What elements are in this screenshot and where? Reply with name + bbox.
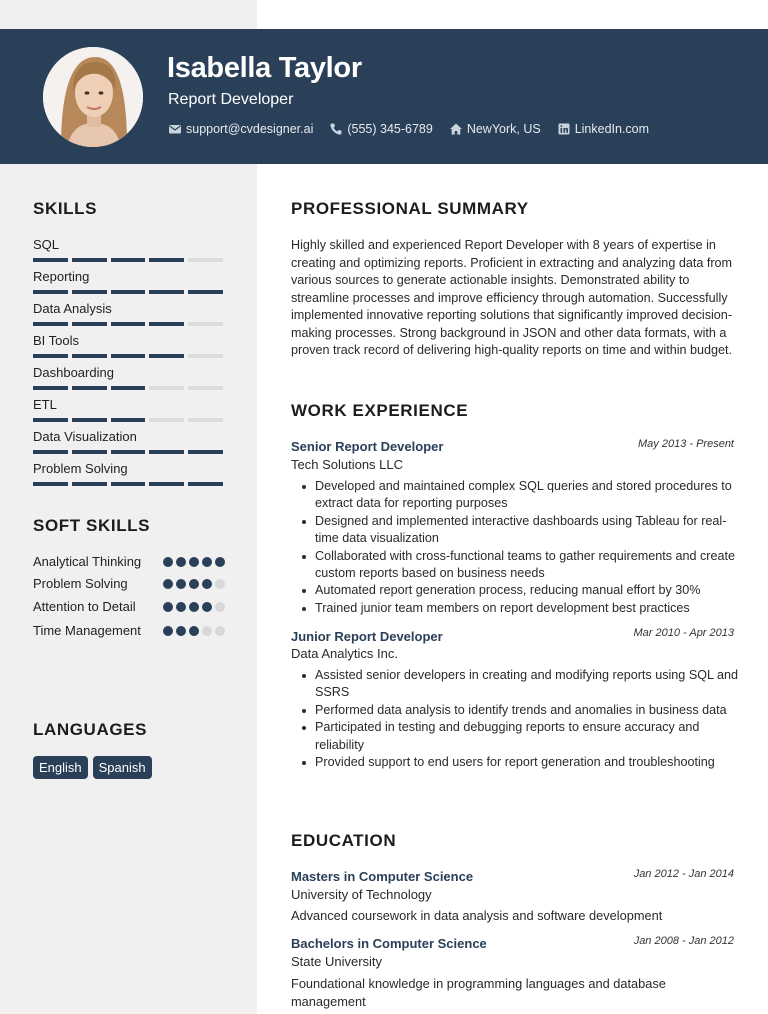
degree-title: Bachelors in Computer Science: [291, 936, 487, 951]
skill-level-segment: [188, 482, 223, 486]
skill-level-bar: [33, 482, 223, 486]
skill-level-bar: [33, 418, 223, 422]
rating-dot: [176, 579, 186, 589]
job-dates: May 2013 - Present: [638, 438, 734, 450]
skill-level-segment: [33, 418, 68, 422]
skill-level-segment: [72, 290, 107, 294]
skill-level-segment: [111, 482, 146, 486]
rating-dot: [176, 557, 186, 567]
contact-phone[interactable]: [329, 122, 432, 136]
skill-name: SQL: [33, 237, 60, 252]
skill-level-segment: [111, 418, 146, 422]
skill-level-segment: [72, 354, 107, 358]
soft-skill-rating: [163, 579, 225, 589]
rating-dot: [215, 626, 225, 636]
phone-icon: [329, 122, 343, 136]
education-heading: EDUCATION: [291, 831, 397, 850]
soft-skill-item: [33, 598, 225, 616]
skill-level-segment: [72, 386, 107, 390]
soft-skill-item: [33, 575, 225, 593]
languages-list: [33, 756, 152, 779]
skill-level-segment: [188, 450, 223, 454]
rating-dot: [202, 557, 212, 567]
skill-level-segment: [33, 354, 68, 358]
rating-dot: [189, 602, 199, 612]
skill-level-segment: [111, 322, 146, 326]
rating-dot: [215, 602, 225, 612]
skill-name: ETL: [33, 397, 57, 412]
list-item: Trained junior team members on report development best practices: [300, 600, 740, 617]
soft-skill-item: [33, 622, 225, 640]
skill-level-segment: [111, 290, 146, 294]
list-item: Assisted senior developers in creating and modifying reports using SQL and SSRS: [300, 667, 740, 702]
skill-level-bar: [33, 258, 223, 262]
skill-level-bar: [33, 450, 223, 454]
skill-item: [33, 364, 223, 396]
experience-heading: WORK EXPERIENCE: [291, 401, 469, 420]
job-title: Senior Report Developer: [291, 439, 444, 454]
skill-level-segment: [149, 386, 184, 390]
home-icon: [449, 122, 463, 136]
skill-level-segment: [149, 322, 184, 326]
contact-linkedin[interactable]: [557, 122, 649, 136]
skill-level-segment: [33, 290, 68, 294]
skill-level-segment: [72, 258, 107, 262]
rating-dot: [163, 626, 173, 636]
skill-level-segment: [33, 450, 68, 454]
candidate-name: Isabella Taylor: [167, 52, 362, 84]
rating-dot: [163, 602, 173, 612]
contact-location-text: NewYork, US: [466, 122, 541, 136]
languages-heading: LANGUAGES: [33, 720, 148, 739]
soft-skill-rating: [163, 626, 225, 636]
skill-item: [33, 268, 223, 300]
skill-item: [33, 428, 223, 460]
skill-level-segment: [188, 258, 223, 262]
skill-level-segment: [188, 290, 223, 294]
skill-item: [33, 460, 223, 492]
contact-email[interactable]: [168, 122, 313, 136]
education-dates: Jan 2012 - Jan 2014: [633, 868, 734, 880]
summary-heading: PROFESSIONAL SUMMARY: [291, 199, 529, 218]
job-bullets: [300, 478, 740, 617]
list-item: Collaborated with cross-functional teams to gather requirements and create custom reports based on business needs: [300, 548, 740, 583]
skills-list: [33, 236, 223, 492]
skill-level-segment: [111, 450, 146, 454]
rating-dot: [189, 579, 199, 589]
skill-level-segment: [188, 322, 223, 326]
skill-level-segment: [72, 482, 107, 486]
skill-level-segment: [111, 386, 146, 390]
candidate-title: Report Developer: [168, 91, 294, 108]
list-item: Provided support to end users for report generation and troubleshooting: [300, 754, 740, 771]
rating-dot: [163, 579, 173, 589]
skill-level-bar: [33, 290, 223, 294]
skill-level-segment: [72, 322, 107, 326]
school-name: University of Technology: [291, 887, 432, 902]
skill-name: Data Visualization: [33, 429, 137, 444]
soft-skill-item: [33, 553, 225, 571]
skill-level-segment: [111, 258, 146, 262]
job-dates: Mar 2010 - Apr 2013: [633, 627, 734, 639]
skill-level-segment: [188, 418, 223, 422]
skill-name: Problem Solving: [33, 461, 128, 476]
contact-phone-text: (555) 345-6789: [347, 122, 433, 136]
list-item: Designed and implemented interactive dashboards using Tableau for real-time data visualization: [300, 513, 740, 548]
list-item: Performed data analysis to identify trends and anomalies in business data: [300, 702, 740, 719]
linkedin-icon: [557, 122, 571, 136]
skill-level-bar: [33, 322, 223, 326]
contact-bar: [168, 122, 665, 136]
contact-linkedin-text: LinkedIn.com: [574, 122, 650, 136]
skill-level-segment: [188, 386, 223, 390]
job-bullets: [300, 667, 740, 771]
skill-level-segment: [149, 418, 184, 422]
rating-dot: [215, 557, 225, 567]
rating-dot: [163, 557, 173, 567]
rating-dot: [202, 626, 212, 636]
soft-skill-rating: [163, 602, 225, 612]
soft-skill-name: Time Management: [33, 622, 141, 638]
language-tag: Spanish: [93, 756, 152, 779]
job-company: Tech Solutions LLC: [291, 457, 404, 472]
degree-title: Masters in Computer Science: [291, 869, 474, 884]
skill-level-segment: [33, 322, 68, 326]
skill-name: BI Tools: [33, 333, 80, 348]
rating-dot: [215, 579, 225, 589]
skill-item: [33, 396, 223, 428]
skill-name: Reporting: [33, 269, 90, 284]
school-name: State University: [291, 954, 383, 969]
job-title: Junior Report Developer: [291, 629, 443, 644]
soft-skills-heading: SOFT SKILLS: [33, 516, 151, 535]
summary-text: Highly skilled and experienced Report Developer with 8 years of expertise in creating and optimizing reports. Proficient in extracting and analyzing data from various sources to generate actionable insights. Demonstrated ability to streamline processes and improve efficiency through automation. Successfully implemented innovative reporting solutions that significantly improved decision-making processes. Strong background in JSON and other data formats, with a proven track record of delivering high-quality reports on time and within budget.: [291, 238, 733, 357]
soft-skill-name: Attention to Detail: [33, 599, 136, 614]
education-description: Foundational knowledge in programming languages and database management: [291, 976, 666, 1009]
skill-level-segment: [149, 290, 184, 294]
skill-name: Dashboarding: [33, 365, 114, 380]
rating-dot: [189, 626, 199, 636]
education-dates: Jan 2008 - Jan 2012: [633, 935, 734, 947]
list-item: Developed and maintained complex SQL queries and stored procedures to extract data for reporting purposes: [300, 478, 740, 513]
soft-skill-rating: [163, 557, 225, 567]
rating-dot: [176, 602, 186, 612]
language-tag: English: [33, 756, 88, 779]
skill-level-segment: [149, 482, 184, 486]
skills-heading: SKILLS: [33, 199, 98, 218]
skill-level-segment: [188, 354, 223, 358]
skill-level-bar: [33, 354, 223, 358]
skill-level-segment: [33, 258, 68, 262]
rating-dot: [176, 626, 186, 636]
skill-level-segment: [72, 418, 107, 422]
skill-level-segment: [33, 482, 68, 486]
contact-email-text: support@cvdesigner.ai: [186, 122, 314, 136]
skill-level-segment: [149, 258, 184, 262]
skill-item: [33, 332, 223, 364]
skill-name: Data Analysis: [33, 301, 112, 316]
skill-level-segment: [111, 354, 146, 358]
education-description: Advanced coursework in data analysis and software development: [291, 908, 663, 923]
skill-level-segment: [72, 450, 107, 454]
skill-item: [33, 300, 223, 332]
envelope-icon: [168, 122, 182, 136]
job-company: Data Analytics Inc.: [291, 646, 398, 661]
list-item: Participated in testing and debugging reports to ensure accuracy and reliability: [300, 719, 740, 754]
rating-dot: [202, 602, 212, 612]
skill-level-segment: [33, 386, 68, 390]
list-item: Automated report generation process, reducing manual effort by 30%: [300, 582, 740, 599]
avatar: [43, 47, 143, 147]
rating-dot: [189, 557, 199, 567]
skill-level-bar: [33, 386, 223, 390]
soft-skill-name: Problem Solving: [33, 575, 128, 591]
skill-level-segment: [149, 450, 184, 454]
soft-skills-list: [33, 553, 225, 639]
skill-item: [33, 236, 223, 268]
skill-level-segment: [149, 354, 184, 358]
rating-dot: [202, 579, 212, 589]
contact-location: [449, 122, 541, 136]
soft-skill-name: Analytical Thinking: [33, 554, 142, 569]
